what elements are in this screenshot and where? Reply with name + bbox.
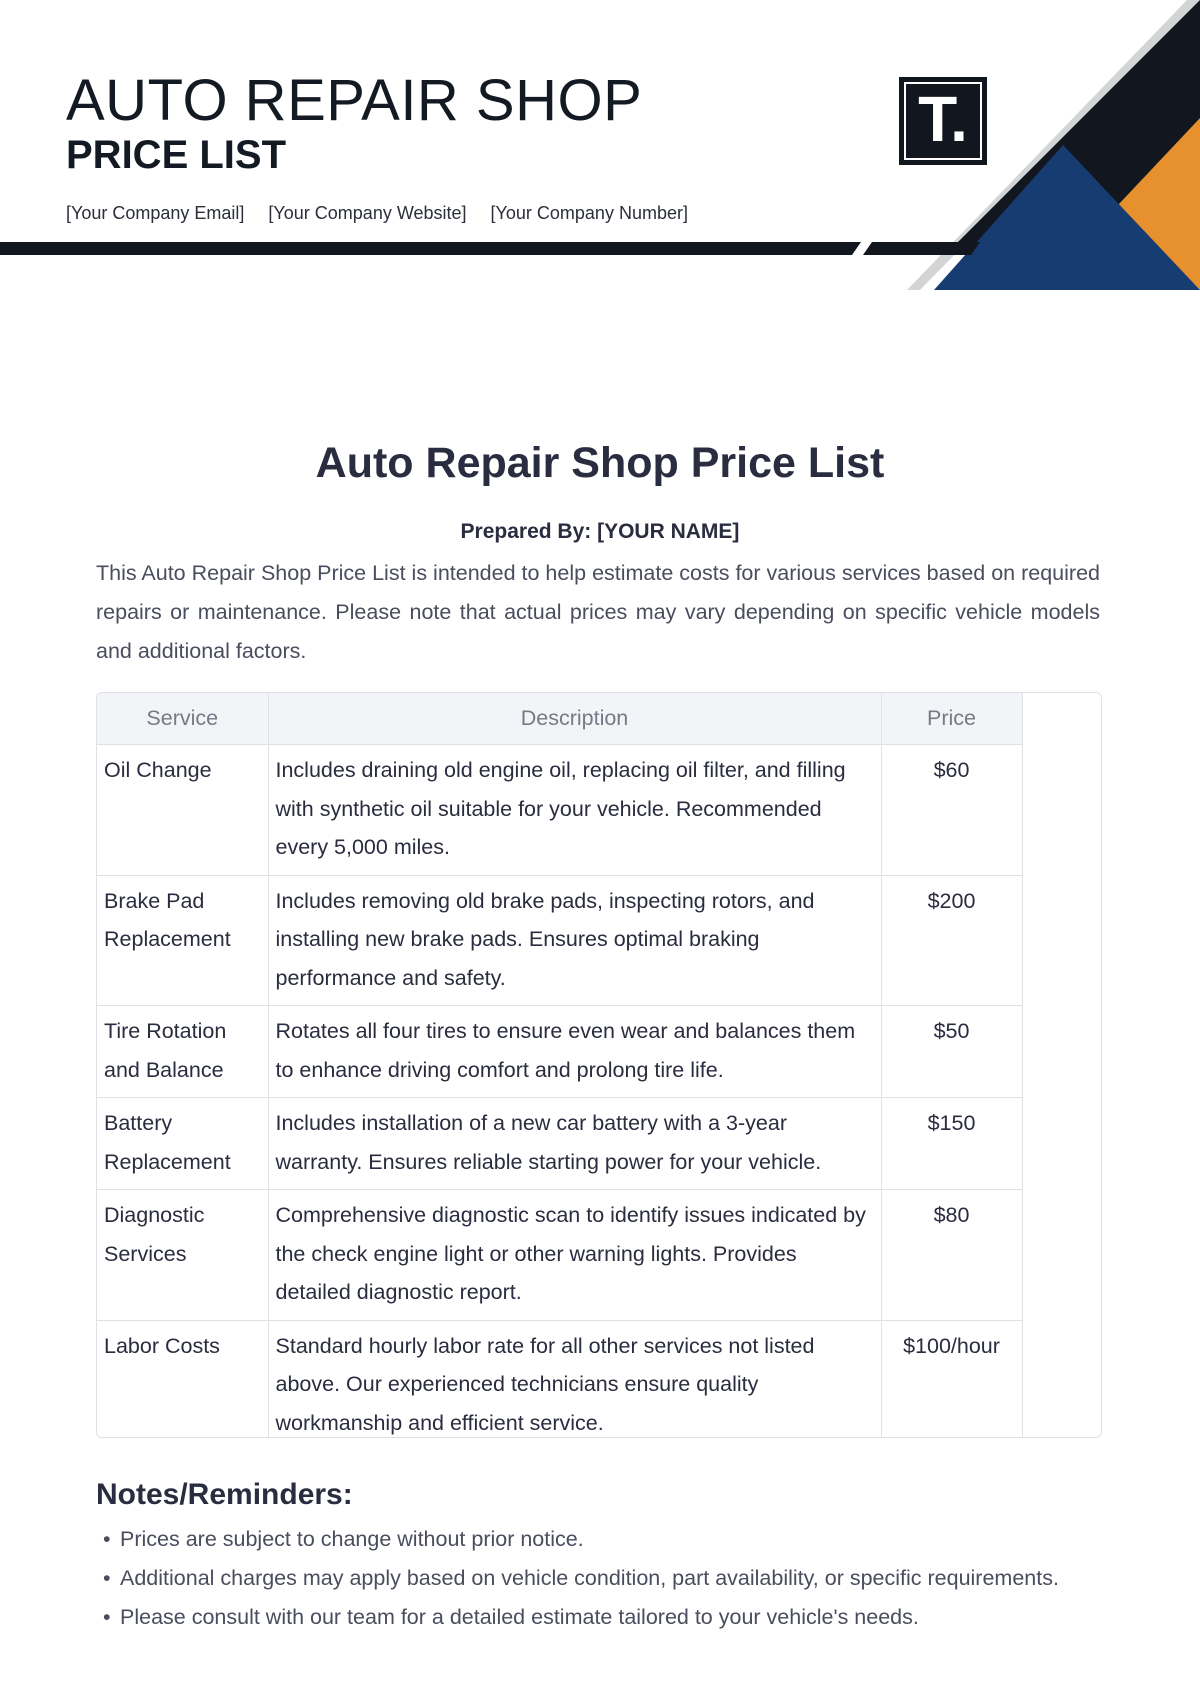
price-cell: $100/hour (881, 1320, 1022, 1438)
column-header-price: Price (881, 693, 1022, 745)
price-cell: $200 (881, 875, 1022, 1006)
header-title: AUTO REPAIR SHOP (66, 68, 643, 133)
note-item: • Additional charges may apply based on vehicle condition, part availability, or specific requirements. (120, 1559, 1096, 1598)
description-cell: Comprehensive diagnostic scan to identify issues indicated by the check engine light or other warning lights. Provides detailed diagnostic report. (268, 1190, 881, 1321)
description-cell: Standard hourly labor rate for all other services not listed above. Our experienced technicians ensure quality workmanship and efficient service. (268, 1320, 881, 1438)
company-website: [Your Company Website] (268, 203, 467, 223)
description-cell: Includes installation of a new car battery with a 3-year warranty. Ensures reliable starting power for your vehicle. (268, 1098, 881, 1190)
service-cell: Diagnostic Services (97, 1190, 268, 1321)
note-item: • Please consult with our team for a detailed estimate tailored to your vehicle's needs. (120, 1598, 1096, 1637)
column-header-description: Description (268, 693, 881, 745)
price-cell: $150 (881, 1098, 1022, 1190)
service-cell: Oil Change (97, 745, 268, 876)
price-cell: $80 (881, 1190, 1022, 1321)
notes-heading: Notes/Reminders: (96, 1478, 353, 1511)
table-row (97, 1320, 1022, 1438)
intro-paragraph: This Auto Repair Shop Price List is intended to help estimate costs for various services based on required repairs or maintenance. Please note that actual prices may vary depending on specific vehicle models and additional factors. (96, 561, 1100, 663)
contact-row (66, 203, 688, 224)
price-cell: $50 (881, 1006, 1022, 1098)
price-cell: $60 (881, 745, 1022, 876)
description-cell: Rotates all four tires to ensure even wear and balances them to enhance driving comfort and prolong tire life. (268, 1006, 881, 1098)
column-header-service: Service (97, 693, 268, 745)
logo-letter: T. (918, 83, 968, 155)
description-cell: Includes removing old brake pads, inspecting rotors, and installing new brake pads. Ensures optimal braking performance and safety. (268, 875, 881, 1006)
header-subtitle: PRICE LIST (66, 133, 287, 177)
company-email: [Your Company Email] (66, 203, 245, 223)
service-cell: Labor Costs (97, 1320, 268, 1438)
price-table-container (96, 692, 1102, 1438)
price-table (97, 693, 1023, 1438)
service-cell: Battery Replacement (97, 1098, 268, 1190)
table-row (97, 1006, 1022, 1098)
service-cell: Brake Pad Replacement (97, 875, 268, 1006)
description-cell: Includes draining old engine oil, replacing oil filter, and filling with synthetic oil suitable for your vehicle. Recommended every 5,000 miles. (268, 745, 881, 876)
table-row (97, 875, 1022, 1006)
company-number: [Your Company Number] (490, 203, 688, 223)
table-row (97, 1098, 1022, 1190)
service-cell: Tire Rotation and Balance (97, 1006, 268, 1098)
note-item: • Prices are subject to change without prior notice. (120, 1520, 1096, 1559)
notes-list (96, 1520, 1096, 1637)
header-band-right (863, 242, 980, 255)
table-row (97, 745, 1022, 876)
company-logo (899, 77, 987, 165)
table-row (97, 1190, 1022, 1321)
document-title: Auto Repair Shop Price List (315, 439, 885, 487)
table-header-row (97, 693, 1022, 745)
prepared-by: Prepared By: [YOUR NAME] (460, 520, 740, 543)
header-band-left (0, 242, 861, 255)
